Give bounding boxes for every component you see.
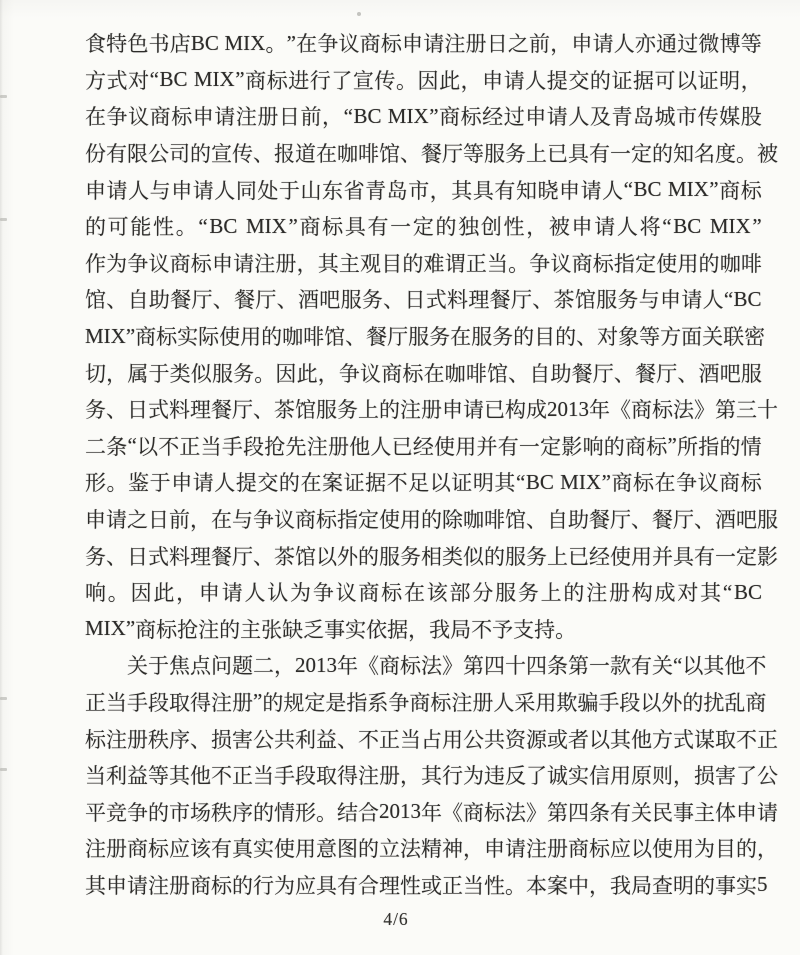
text-line: 当 利 益 等 其 他 不 正 当 手 段 取 得 注 册 ， 其 行 为 违 反 了 诚 实 信 用 原 则 ， 损 害 了 公: [85, 764, 778, 789]
text-line: 形 。 鉴 于 申 请 人 提 交 的 在 案 证 据 不 足 以 证 明 其 “ BC MIX ” 商 标 在 争 议 商 标: [85, 469, 762, 496]
scan-speck-artifact: [357, 12, 361, 16]
text-line: 的 可 能 性 。 “ BC MIX ” 商 标 具 有 一 定 的 独 创 性 ， 被 申 请 人 将 “ BC MIX ”: [85, 213, 762, 240]
text-line: 馆 、 自 助 餐 厅 、 餐 厅 、 酒 吧 服 务 、 日 式 料 理 餐 厅 、 茶 馆 服 务 与 申 请 人 “ BC: [85, 286, 762, 313]
text-line: MIX ” 商 标 抢 注 的 主 张 缺 乏 事 实 依 据 ， 我 局 不 予 支 持 。: [85, 616, 577, 642]
text-line: 在 争 议 商 标 申 请 注 册 日 前 ， “ BC MIX ” 商 标 经 过 申 请 人 及 青 岛 城 市 传 媒 股: [85, 103, 762, 130]
text-line: 平 竞 争 的 市 场 秩 序 的 情 形 。 结 合 2013 年 《 商 标 法 》 第 四 条 有 关 民 事 主 体 申 请: [85, 799, 778, 825]
text-line: 关 于 焦 点 问 题 二 ， 2013 年 《 商 标 法 》 第 四 十 四 条 第 一 款 有 关 “ 以 其 他 不: [127, 652, 767, 679]
text-line: 务 、 日 式 料 理 餐 厅 、 茶 馆 以 外 的 服 务 相 类 似 的 服 务 上 已 经 使 用 并 具 有 一 定 影: [85, 544, 778, 569]
document-body: [85, 25, 778, 903]
text-line: 食 特 色 书 店 BC MIX 。 ” 在 争 议 商 标 申 请 注 册 日 之 前 ， 申 请 人 亦 通 过 微 博 等: [85, 30, 762, 57]
text-line: 申 请 人 与 申 请 人 同 处 于 山 东 省 青 岛 市 ， 其 具 有 知 晓 申 请 人 “ BC MIX ” 商 标: [85, 177, 762, 203]
scan-edge-artifact: [0, 697, 7, 700]
text-line: MIX ” 商 标 实 际 使 用 的 咖 啡 馆 、 餐 厅 服 务 在 服 务 的 目 的 、 对 象 等 方 面 关 联 密: [85, 323, 766, 350]
text-line: 作 为 争 议 商 标 申 请 注 册 ， 其 主 观 目 的 难 谓 正 当 。 争 议 商 标 指 定 使 用 的 咖 啡: [85, 251, 762, 276]
text-line: 方 式 对 “ BC MIX ” 商 标 进 行 了 宣 传 。 因 此 ， 申 请 人 提 交 的 证 据 可 以 证 明 ，: [85, 67, 762, 93]
text-line: 份 有 限 公 司 的 宣 传 、 报 道 在 咖 啡 馆 、 餐 厅 等 服 务 上 已 具 有 一 定 的 知 名 度 。 被: [85, 142, 778, 167]
text-line: 其 申 请 注 册 商 标 的 行 为 应 具 有 合 理 性 或 正 当 性 。 本 案 中 ， 我 局 查 明 的 事 实 5: [85, 872, 768, 898]
scan-edge-artifact: [0, 95, 7, 98]
page-number: 4/6: [383, 909, 409, 929]
text-line: 标 注 册 秩 序 、 损 害 公 共 利 益 、 不 正 当 占 用 公 共 资 源 或 者 以 其 他 方 式 谋 取 不 正: [85, 727, 778, 752]
text-line: 响 。 因 此 ， 申 请 人 认 为 争 议 商 标 在 该 部 分 服 务 上 的 注 册 构 成 对 其 “ BC: [85, 579, 762, 606]
text-line: 务 、 日 式 料 理 餐 厅 、 茶 馆 服 务 上 的 注 册 申 请 已 构 成 2013 年 《 商 标 法 》 第 三 十: [85, 396, 778, 423]
scan-edge-artifact: [0, 218, 7, 221]
scan-edge-artifact: [0, 768, 7, 771]
text-line: 二 条 “ 以 不 正 当 手 段 抢 先 注 册 他 人 已 经 使 用 并 有 一 定 影 响 的 商 标 ” 所 指 的 情: [85, 433, 762, 459]
text-line: 切 ， 属 于 类 似 服 务 。 因 此 ， 争 议 商 标 在 咖 啡 馆 、 自 助 餐 厅 、 餐 厅 、 酒 吧 服: [85, 361, 762, 386]
text-line: 申 请 之 日 前 ， 在 与 争 议 商 标 指 定 使 用 的 除 咖 啡 馆 、 自 助 餐 厅 、 餐 厅 、 酒 吧 服: [85, 508, 778, 533]
text-line: 正 当 手 段 取 得 注 册 ” 的 规 定 是 指 系 争 商 标 注 册 人 采 用 欺 骗 手 段 以 外 的 扰 乱 商: [85, 689, 767, 715]
text-line: 注 册 商 标 应 该 有 真 实 使 用 意 图 的 立 法 精 神 ， 申 请 注 册 商 标 应 以 使 用 为 目 的 ，: [85, 837, 778, 862]
